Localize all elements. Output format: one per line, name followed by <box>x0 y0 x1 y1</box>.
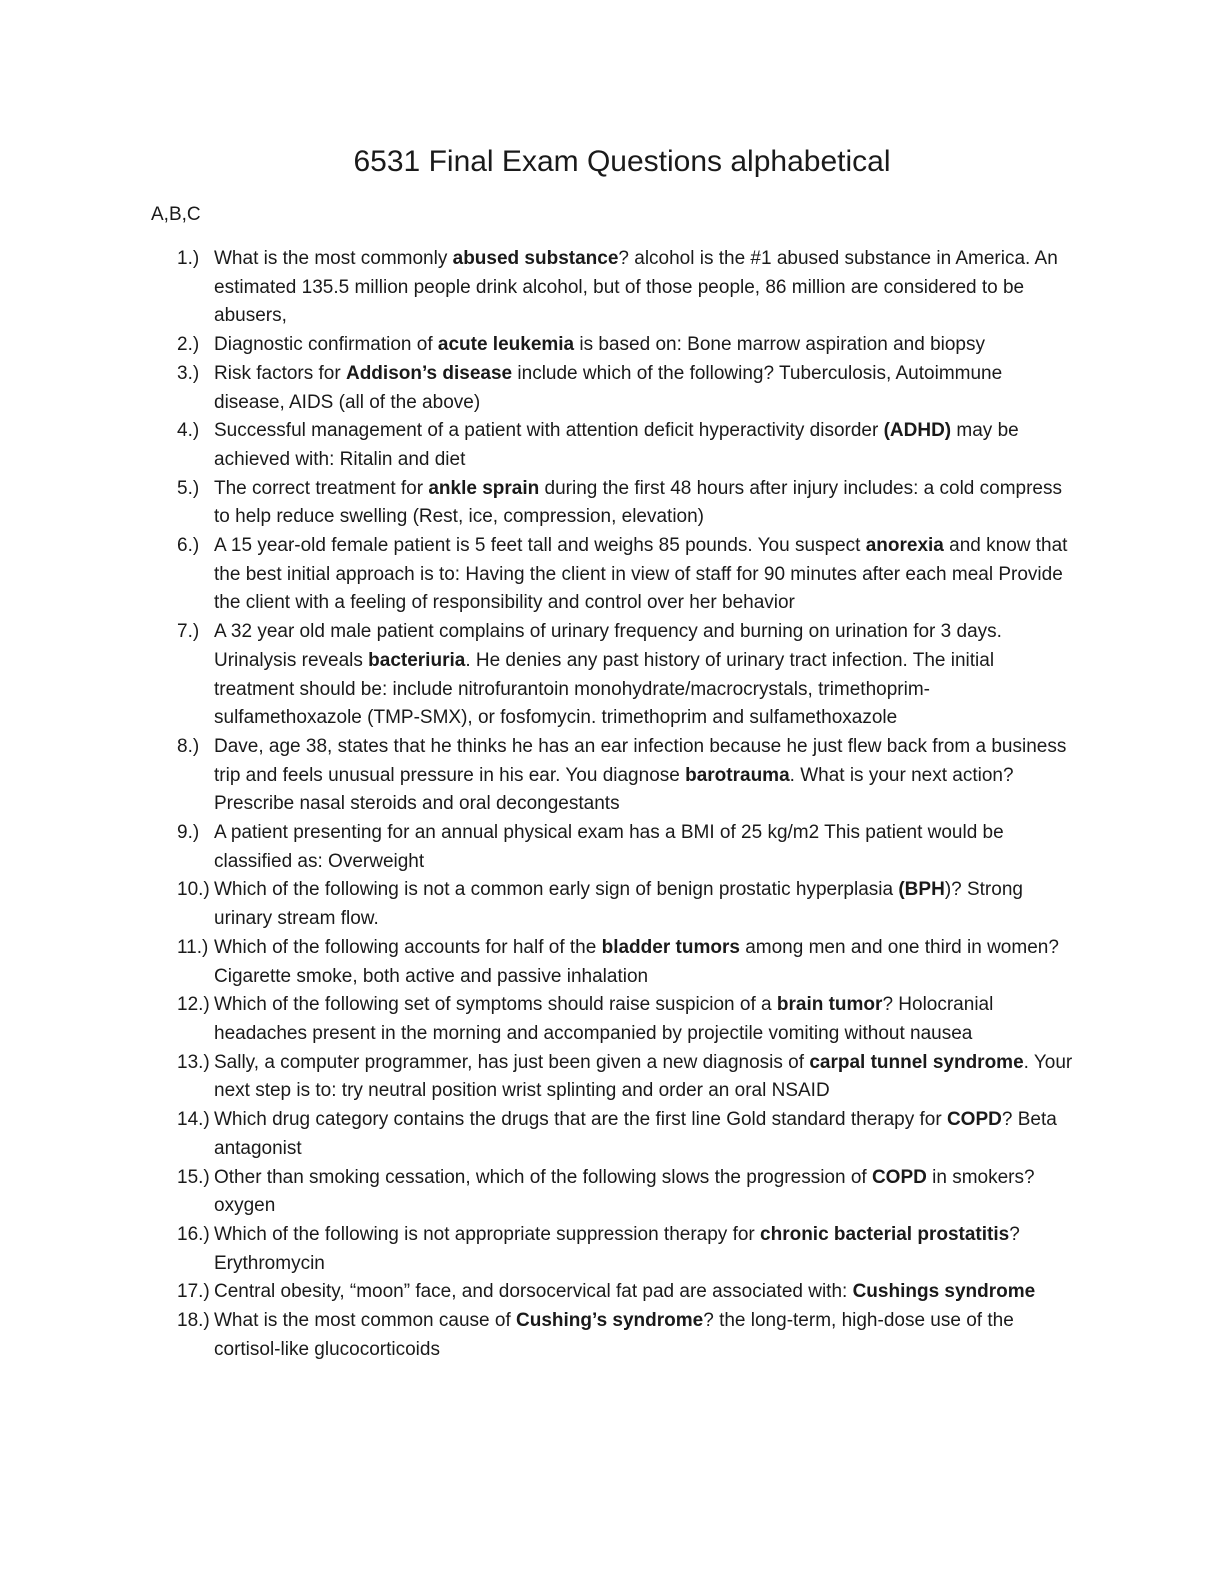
question-text-before: What is the most commonly <box>214 248 453 269</box>
question-text-before: The correct treatment for <box>214 477 429 499</box>
section-label: A,B,C <box>151 204 201 225</box>
question-keyword: bacteriuria <box>368 649 466 671</box>
question-text <box>214 334 985 355</box>
question-text-before: Which drug category contains the drugs that are the first line Gold standard therapy for <box>214 1109 947 1131</box>
question-text-after: ? alcohol is the #1 abused substance in America. An estimated 135.5 million people drink alcohol, but of those people, 86 million are considered to be abusers, <box>214 248 1058 327</box>
question-text-after: ? Beta antagonist <box>214 1109 1057 1159</box>
question-list <box>0 245 1224 1364</box>
question-number: 16.) <box>177 1223 210 1245</box>
question-text <box>214 736 1066 814</box>
question-item-11 <box>0 934 1224 991</box>
question-text-after: ? Erythromycin <box>214 1223 1020 1274</box>
question-text <box>214 420 1019 470</box>
question-number: 12.) <box>177 994 210 1016</box>
question-text-before: A 32 year old male patient complains of urinary frequency and burning on urination for 3 days. Urinalysis reveals <box>214 621 1002 671</box>
question-keyword: chronic bacterial prostatitis <box>760 1223 1010 1245</box>
question-text <box>214 478 1062 528</box>
question-text-after: . He denies any past history of urinary tract infection. The initial treatment should be: include nitrofurantoin monohydrate/macrocrystals, trimethoprim-sulfamethoxazole (TMP-SMX), or fosfomycin. trimethoprim and sulfamethoxazole <box>214 649 995 729</box>
question-number: 4.) <box>177 420 200 442</box>
question-item-2 <box>0 331 1224 360</box>
question-text <box>214 248 1058 326</box>
question-text <box>214 621 1002 728</box>
question-number: 11.) <box>177 936 209 958</box>
question-item-5 <box>0 475 1224 532</box>
question-text <box>214 1224 1020 1274</box>
question-keyword: ankle sprain <box>428 477 540 499</box>
question-item-4 <box>0 417 1224 474</box>
question-text-before: Dave, age 38, states that he thinks he has an ear infection because he just flew back from a business trip and feels unusual pressure in his ear. You diagnose <box>214 735 1067 786</box>
question-text <box>214 1281 1035 1302</box>
question-number: 13.) <box>177 1051 210 1073</box>
question-item-8 <box>0 733 1224 819</box>
question-text <box>214 822 1004 872</box>
question-text <box>214 363 1002 413</box>
question-item-16 <box>0 1221 1224 1278</box>
question-number: 15.) <box>177 1166 210 1188</box>
question-number: 7.) <box>177 621 200 643</box>
question-text <box>214 535 1067 613</box>
question-keyword: carpal tunnel syndrome <box>809 1051 1024 1073</box>
question-keyword: COPD <box>946 1109 1002 1131</box>
question-item-15 <box>0 1164 1224 1221</box>
document-title: 6531 Final Exam Questions alphabetical <box>353 145 891 178</box>
question-number: 10.) <box>177 879 210 901</box>
question-keyword: brain tumor <box>776 994 883 1016</box>
question-item-18 <box>0 1307 1224 1364</box>
question-keyword: abused substance <box>452 248 619 269</box>
question-number: 2.) <box>177 334 200 356</box>
question-text-before: Central obesity, “moon” face, and dorsocervical fat pad are associated with: <box>214 1281 853 1303</box>
question-text <box>214 994 993 1044</box>
question-keyword: acute leukemia <box>437 334 575 356</box>
question-text-after: is based on: Bone marrow aspiration and biopsy <box>574 334 985 356</box>
question-text-after: and know that the best initial approach is to: Having the client in view of staff for 90 minutes after each meal Provide the client with a feeling of responsibility and control over her behavior <box>214 535 1068 614</box>
question-text-after: among men and one third in women? Cigarette smoke, both active and passive inhalation <box>214 936 1059 987</box>
question-text-after: )? Strong urinary stream flow. <box>214 879 1023 930</box>
question-text-before: Risk factors for <box>214 362 346 384</box>
question-item-13 <box>0 1049 1224 1106</box>
question-keyword: Addison’s disease <box>345 362 513 384</box>
question-text-after: in smokers? oxygen <box>214 1166 1035 1217</box>
question-text-after: ? Holocranial headaches present in the morning and accompanied by projectile vomiting without nausea <box>214 994 994 1044</box>
question-number: 17.) <box>177 1281 210 1303</box>
question-item-1 <box>0 245 1224 331</box>
question-text-before: Sally, a computer programmer, has just been given a new diagnosis of <box>214 1051 810 1073</box>
question-text <box>214 1167 1035 1217</box>
question-text-before: Other than smoking cessation, which of the following slows the progression of <box>214 1166 872 1188</box>
question-text-before: Which of the following accounts for half of the <box>214 936 602 958</box>
question-item-17 <box>0 1278 1224 1307</box>
question-text-before: Which of the following set of symptoms should raise suspicion of a <box>214 994 777 1016</box>
question-number: 9.) <box>177 822 200 844</box>
question-text <box>214 1052 1072 1102</box>
question-text-after: may be achieved with: Ritalin and diet <box>214 420 1019 470</box>
question-keyword: barotrauma <box>685 764 790 786</box>
question-keyword: Cushings syndrome <box>852 1281 1036 1303</box>
question-text-before: Which of the following is not appropriate suppression therapy for <box>214 1223 761 1245</box>
question-item-14 <box>0 1106 1224 1163</box>
question-item-3 <box>0 360 1224 417</box>
question-keyword: anorexia <box>865 535 944 557</box>
question-keyword: bladder tumors <box>601 936 740 958</box>
question-number: 3.) <box>177 362 200 384</box>
question-text-after: . Your next step is to: try neutral position wrist splinting and order an oral NSAID <box>214 1051 1073 1102</box>
question-text-after: . What is your next action? Prescribe nasal steroids and oral decongestants <box>214 764 1014 815</box>
question-text-before: A 15 year-old female patient is 5 feet tall and weighs 85 pounds. You suspect <box>214 535 866 557</box>
question-item-7 <box>0 618 1224 733</box>
question-number: 6.) <box>177 535 200 557</box>
question-keyword: (ADHD) <box>883 420 952 442</box>
question-keyword: (BPH <box>898 879 945 901</box>
question-number: 8.) <box>177 735 200 757</box>
question-text-after: during the first 48 hours after injury includes: a cold compress to help reduce swelling (Rest, ice, compression, elevation) <box>214 477 1063 528</box>
question-text-before: A patient presenting for an annual physical exam has a BMI of 25 kg/m2 This patient would be classified as: Overweight <box>214 822 1004 872</box>
question-keyword: COPD <box>871 1166 927 1188</box>
question-text-before: Which of the following is not a common early sign of benign prostatic hyperplasia <box>214 879 899 901</box>
question-text <box>214 879 1023 929</box>
question-number: 18.) <box>177 1310 210 1332</box>
question-number: 5.) <box>177 477 200 499</box>
question-text <box>214 1109 1057 1159</box>
question-text <box>214 937 1059 987</box>
question-number: 14.) <box>177 1109 210 1131</box>
question-text-before: Diagnostic confirmation of <box>214 334 438 356</box>
question-text-before: What is the most common cause of <box>214 1310 517 1332</box>
question-text-after: include which of the following? Tuberculosis, Autoimmune disease, AIDS (all of the above) <box>214 362 1003 413</box>
question-text-after: ? the long-term, high-dose use of the cortisol-like glucocorticoids <box>214 1310 1014 1360</box>
question-item-6 <box>0 532 1224 618</box>
question-text-before: Successful management of a patient with attention deficit hyperactivity disorder <box>214 420 884 442</box>
question-number: 1.) <box>177 248 200 269</box>
question-item-9 <box>0 819 1224 876</box>
question-text <box>214 1310 1014 1360</box>
question-item-12 <box>0 991 1224 1048</box>
question-item-10 <box>0 876 1224 933</box>
question-keyword: Cushing’s syndrome <box>516 1310 704 1332</box>
